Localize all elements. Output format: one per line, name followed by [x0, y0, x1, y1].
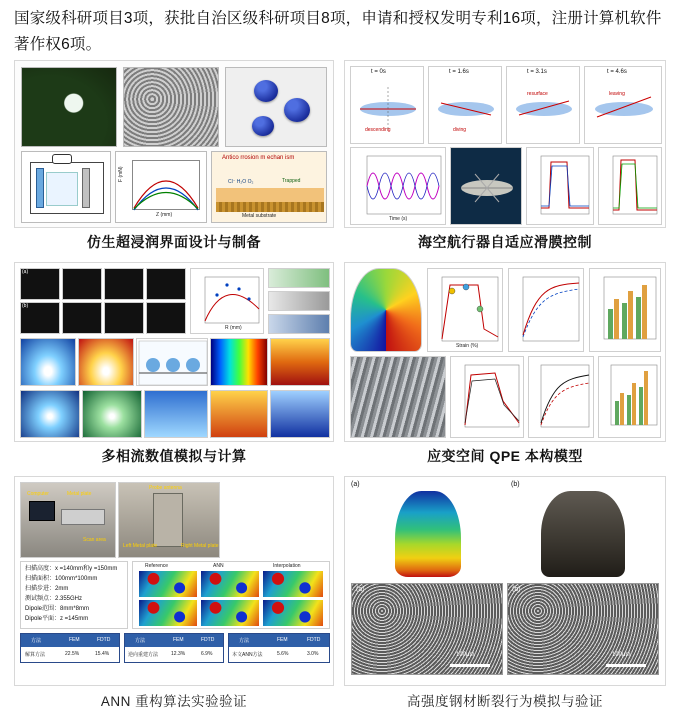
- axis-label-x: R (mm): [225, 325, 242, 331]
- photo-label: Metal plate: [67, 491, 92, 497]
- droplet: [284, 98, 310, 122]
- image-splash-1: [20, 390, 80, 438]
- schematic-ions-label: Cl⁻ H₂O O₂: [228, 179, 254, 185]
- figure-bioinspired: [14, 60, 334, 228]
- table-cell: 3.0%: [307, 651, 319, 657]
- figure-row-2: [14, 262, 666, 472]
- image-droplet-b4: [146, 302, 186, 334]
- results-table-3: [228, 633, 330, 663]
- table-header-cell: 方法: [31, 638, 42, 644]
- schematic-title: Antico rrosion m echan ism: [222, 155, 295, 161]
- results-table-1: [20, 633, 120, 663]
- photo-lotus-leaf: [21, 67, 117, 147]
- heatmap-grid: [132, 561, 330, 629]
- results-table-2: [124, 633, 224, 663]
- figure-cell-aircraft: [344, 60, 666, 258]
- heatmap-cell: [201, 571, 259, 597]
- photo-underwater-vehicle: [450, 147, 522, 225]
- chart-spread-factor: [190, 268, 264, 334]
- caption-aircraft: 海空航行器自适应滑膜控制: [418, 234, 592, 250]
- figure-cell-ann: [14, 476, 334, 716]
- state-label: leaving: [609, 91, 625, 97]
- chart-pitch-oscillation: [350, 147, 446, 225]
- subpanel-tag: (a): [356, 586, 365, 593]
- intro-paragraph: 国家级科研项目3项，获批自治区级科研项目8项，申请和授权发明专利16项，注册计算机软件著作权6项。: [14, 10, 662, 53]
- figure-aircraft: [344, 60, 666, 228]
- figure-row-1: [14, 60, 666, 258]
- figure-cell-qpe: [344, 262, 666, 472]
- chart-stress-strain-3: [450, 356, 524, 438]
- image-splash-2: [82, 390, 142, 438]
- heatmap-header: Reference: [145, 563, 169, 569]
- image-3d-mesh: [144, 390, 208, 438]
- axis-label-x: Z (mm): [156, 212, 173, 218]
- image-cone-2: [270, 390, 330, 438]
- state-label: diving: [453, 127, 467, 133]
- param-line: Dipole平面：z =145mm: [25, 616, 89, 622]
- chart-stress-strain-1: [427, 268, 503, 352]
- param-line: 扫描面积：100mm*100mm: [25, 576, 98, 582]
- table-cell: 本文ANN方法: [232, 652, 263, 658]
- table-header-cell: 方法: [239, 638, 250, 644]
- heatmap-cell: [201, 600, 259, 626]
- image-droplet-a4: [146, 268, 186, 300]
- axis-label-x: Strain (%): [456, 343, 479, 349]
- table-cell: 6.9%: [201, 651, 213, 657]
- time-label: t = 3.1s: [527, 69, 547, 75]
- scale-bar: [606, 664, 646, 667]
- figure-grid: [14, 60, 666, 720]
- table-cell: 5.6%: [277, 651, 289, 657]
- image-droplet-b3: [104, 302, 144, 334]
- droplet: [254, 80, 278, 102]
- figure-steel: [344, 476, 666, 686]
- table-header-cell: 方法: [135, 638, 146, 644]
- image-strip-2: [268, 291, 330, 311]
- figure-cell-bioinspired: [14, 60, 334, 258]
- subpanel-tag: (a): [22, 269, 29, 275]
- caption-ann: ANN 重构算法实验验证: [100, 694, 248, 709]
- photo-sem-surface: [123, 67, 219, 147]
- photo-label: Left Metal plate: [123, 543, 158, 549]
- param-line: Dipole范围：8mm*8mm: [25, 606, 90, 612]
- time-label: t = 0s: [371, 69, 386, 75]
- photo-label: Probe antenna: [149, 485, 182, 491]
- chart-force-distance: [115, 151, 207, 223]
- heatmap-cell: [263, 600, 323, 626]
- diagram-anticorrosion-mechanism: [211, 151, 327, 223]
- image-droplet-a3: [104, 268, 144, 300]
- photo-label: Computer: [27, 491, 49, 497]
- table-cell: 逆向重建方法: [128, 652, 159, 658]
- subplot-t2: [506, 66, 580, 144]
- heatmap-cell: [263, 571, 323, 597]
- chart-bar-comparison-1: [589, 268, 661, 352]
- image-cone-1: [210, 390, 268, 438]
- figure-cell-multiphase: [14, 262, 334, 472]
- image-contour-1: [20, 338, 76, 386]
- image-contour-2: [78, 338, 134, 386]
- image-sem-fracture-left: [351, 583, 503, 675]
- chart-stress-strain-2: [508, 268, 584, 352]
- figure-multiphase: [14, 262, 334, 442]
- photo-blue-droplets: [225, 67, 327, 147]
- table-header-cell: FDTD: [201, 637, 215, 643]
- figure-qpe: [344, 262, 666, 442]
- image-fe-specimen: [395, 491, 461, 577]
- image-sem-fracture-right: [507, 583, 659, 675]
- axis-label-y: F (mN): [118, 166, 124, 182]
- caption-steel: 高强度钢材断裂行为模拟与验证: [407, 694, 603, 709]
- param-line: 测试频点：2.355GHz: [25, 596, 83, 602]
- figure-ann: [14, 476, 334, 686]
- photo-lab-setup-right: [118, 482, 220, 558]
- image-jet-colormap: [210, 338, 268, 386]
- subpanel-tag: (b): [512, 586, 521, 593]
- table-cell: 12.3%: [171, 651, 186, 657]
- table-cell: 解算方法: [25, 652, 46, 658]
- subplot-t0: [350, 66, 424, 144]
- scale-label: 100μm: [612, 652, 631, 658]
- photo-fractured-specimen: [541, 491, 625, 577]
- param-line: 扫描步进：2mm: [25, 586, 69, 592]
- table-cell: 15.4%: [95, 651, 110, 657]
- subpanel-tag: (a): [351, 481, 360, 488]
- photo-bent-strips: [350, 356, 446, 438]
- droplet: [252, 116, 274, 136]
- param-line: 扫描高度：x =140mm和y =150mm: [25, 566, 118, 572]
- time-label: t = 1.6s: [449, 69, 469, 75]
- figure-cell-steel: [344, 476, 666, 716]
- time-label: t = 4.6s: [607, 69, 627, 75]
- chart-stress-strain-4: [528, 356, 594, 438]
- caption-bioinspired: 仿生超浸润界面设计与制备: [87, 234, 261, 250]
- image-droplet-a2: [62, 268, 102, 300]
- schematic-substrate-label: Metal substrate: [242, 213, 277, 219]
- chart-bar-comparison-2: [598, 356, 661, 438]
- image-strip-3: [268, 314, 330, 334]
- params-box: [20, 561, 128, 629]
- subpanel-tag: (b): [22, 303, 29, 309]
- axis-label-x: Time (s): [389, 216, 408, 222]
- diagram-wall-process: [136, 338, 208, 386]
- chart-response-2: [598, 147, 662, 225]
- chart-response-1: [526, 147, 594, 225]
- table-header-cell: FEM: [173, 637, 184, 643]
- table-header-cell: FEM: [69, 637, 80, 643]
- scale-bar: [450, 664, 490, 667]
- photo-lab-setup-left: [20, 482, 116, 558]
- photo-label: Scan area: [83, 537, 106, 543]
- table-header-cell: FEM: [277, 637, 288, 643]
- heatmap-cell: [139, 600, 197, 626]
- caption-qpe: 应变空间 QPE 本构模型: [427, 448, 583, 464]
- figure-row-3: [14, 476, 666, 716]
- image-strip-1: [268, 268, 330, 288]
- scale-label: 100μm: [456, 652, 475, 658]
- table-header-cell: FDTD: [97, 637, 111, 643]
- heatmap-header: Interpolation: [273, 563, 301, 569]
- subpanel-tag: (b): [511, 481, 520, 488]
- state-label: resurface: [527, 91, 548, 97]
- image-plume: [270, 338, 330, 386]
- subplot-t3: [584, 66, 662, 144]
- schematic-trapped-label: Trapped: [282, 178, 301, 184]
- subplot-t1: [428, 66, 502, 144]
- image-droplet-b2: [62, 302, 102, 334]
- heatmap-header: ANN: [213, 563, 224, 569]
- table-cell: 22.5%: [65, 651, 80, 657]
- diagram-electrochemical-cell: [21, 151, 111, 223]
- table-header-cell: FDTD: [307, 637, 321, 643]
- heatmap-cell: [139, 571, 197, 597]
- image-fe-contour: [350, 268, 422, 352]
- photo-label: Right Metal plate: [181, 543, 219, 549]
- caption-multiphase: 多相流数值模拟与计算: [101, 448, 247, 464]
- state-label: descending: [365, 127, 391, 133]
